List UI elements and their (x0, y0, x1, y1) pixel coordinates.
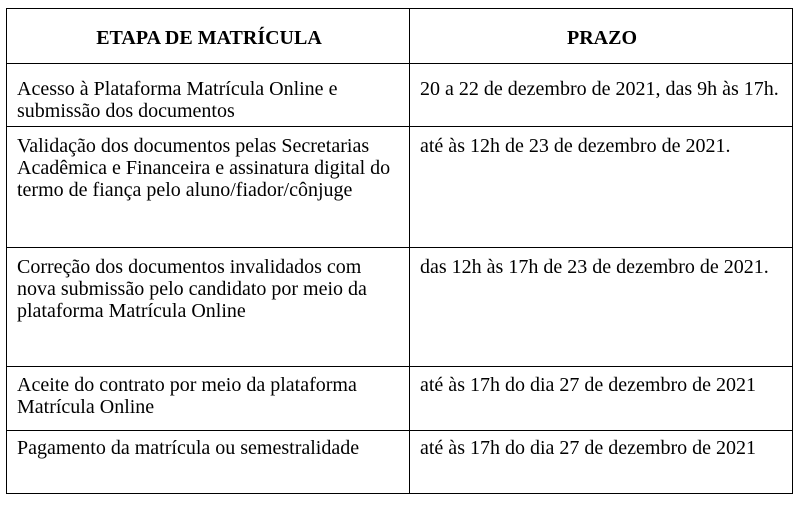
table-row (7, 127, 793, 248)
table-row (7, 248, 793, 367)
table-row (7, 64, 793, 127)
deadline-cell: das 12h às 17h de 23 de dezembro de 2021. (410, 248, 793, 367)
header-deadline: PRAZO (410, 9, 793, 64)
stage-cell: Pagamento da matrícula ou semestralidade (7, 431, 410, 494)
stage-cell: Aceite do contrato por meio da plataforma Matrícula Online (7, 367, 410, 431)
stage-cell: Acesso à Plataforma Matrícula Online e submissão dos documentos (7, 64, 410, 127)
deadline-cell: até às 17h do dia 27 de dezembro de 2021 (410, 367, 793, 431)
deadline-cell: até às 12h de 23 de dezembro de 2021. (410, 127, 793, 248)
table-header-row (7, 9, 793, 64)
table-row (7, 367, 793, 431)
enrollment-schedule-table (6, 8, 793, 494)
stage-cell: Validação dos documentos pelas Secretarias Acadêmica e Financeira e assinatura digital do termo de fiança pelo aluno/fiador/cônjuge (7, 127, 410, 248)
deadline-cell: até às 17h do dia 27 de dezembro de 2021 (410, 431, 793, 494)
stage-cell: Correção dos documentos invalidados com nova submissão pelo candidato por meio da plataforma Matrícula Online (7, 248, 410, 367)
deadline-cell: 20 a 22 de dezembro de 2021, das 9h às 17h. (410, 64, 793, 127)
header-stage: ETAPA DE MATRÍCULA (7, 9, 410, 64)
table-row (7, 431, 793, 494)
